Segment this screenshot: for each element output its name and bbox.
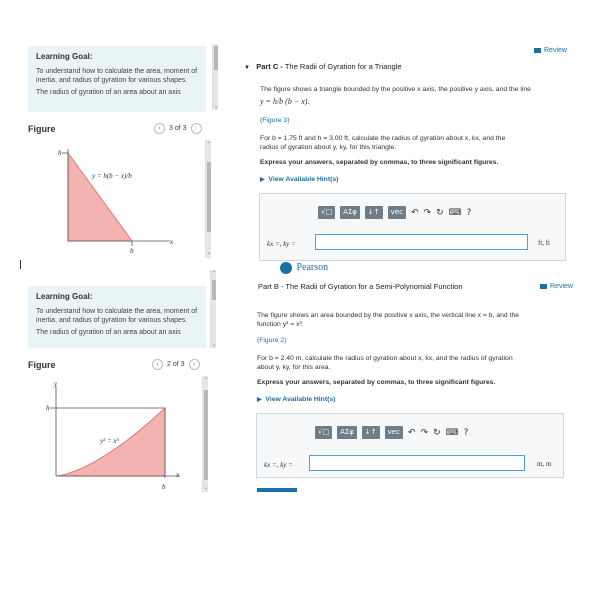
- goal-scroll-thumb[interactable]: [214, 46, 218, 70]
- pager-text: 3 of 3: [169, 125, 187, 132]
- triangle-figure: [50, 143, 190, 258]
- scroll-down-icon[interactable]: ⌄: [203, 485, 209, 491]
- curve-label: y² = x³: [100, 437, 119, 445]
- sort-button[interactable]: ↓↑: [365, 206, 383, 219]
- templates-button[interactable]: √□: [315, 426, 332, 439]
- hint-link[interactable]: [260, 176, 338, 183]
- goal-scrollbar[interactable]: [212, 44, 218, 110]
- scroll-down-icon[interactable]: ⌄: [206, 250, 212, 256]
- answer-input[interactable]: [315, 234, 528, 250]
- figure-label: Figure: [28, 124, 56, 134]
- templates-button[interactable]: √□: [318, 206, 335, 219]
- axis-h-label: h: [58, 149, 62, 157]
- review-link[interactable]: [534, 47, 567, 54]
- pearson-logo: [280, 262, 340, 273]
- description-line-1: The figure shows an area bounded by the positive x axis, the vertical line x = b, and the: [257, 312, 520, 319]
- axis-y-label: y: [54, 380, 58, 388]
- greek-button[interactable]: AΣφ: [340, 206, 360, 219]
- pearson-logo-icon: [280, 262, 292, 274]
- help-icon[interactable]: ?: [463, 427, 469, 438]
- math-toolbar: [315, 426, 468, 439]
- figure-3-link[interactable]: (Figure 3): [260, 117, 290, 124]
- expand-arrow-icon: ▶: [260, 177, 265, 183]
- learning-goal-box: [28, 46, 206, 112]
- learning-goal-title: Learning Goal:: [36, 292, 93, 301]
- semi-polynomial-figure: [40, 378, 190, 490]
- answer-panel: [256, 413, 564, 478]
- text-cursor: [20, 260, 21, 269]
- vec-button[interactable]: vec: [385, 426, 403, 439]
- review-icon: [540, 284, 547, 289]
- figure-pager: [152, 359, 200, 370]
- learning-goal-cut-text: The radius of gyration of an area about an axis: [36, 89, 181, 96]
- hint-text: View Available Hint(s): [268, 176, 339, 183]
- figure-scrollbar[interactable]: [202, 376, 208, 492]
- part-b-header-cut: [258, 282, 478, 292]
- curve-label: y = h(b − x)/b: [92, 172, 132, 180]
- review-icon: [534, 48, 541, 53]
- vec-button[interactable]: vec: [388, 206, 406, 219]
- answer-label: kx =, ky =: [267, 240, 296, 248]
- prev-figure-button[interactable]: ‹: [152, 359, 163, 370]
- keyboard-icon[interactable]: ⌨: [445, 427, 459, 438]
- figure-pager: [154, 123, 202, 134]
- next-figure-button[interactable]: ›: [191, 123, 202, 134]
- question-line-1: For b = 1.75 ft and h = 3.00 ft, calculate the radius of gyration about x, kx, and the: [260, 135, 506, 142]
- undo-icon[interactable]: ↶: [407, 427, 416, 438]
- review-text: Review: [550, 283, 573, 290]
- figure-2-link[interactable]: (Figure 2): [257, 337, 287, 344]
- redo-icon[interactable]: ↷: [423, 207, 432, 218]
- scroll-up-icon[interactable]: ⌃: [203, 378, 209, 384]
- pager-text: 2 of 3: [167, 361, 185, 368]
- answer-input[interactable]: [309, 455, 525, 471]
- answer-panel: [259, 193, 566, 261]
- question-line-2: radius of gyration about y, ky, for this triangle.: [260, 144, 397, 151]
- next-figure-button[interactable]: ›: [189, 359, 200, 370]
- review-link[interactable]: [540, 283, 573, 290]
- axis-b-label: b: [162, 483, 166, 491]
- part-prefix: Part C -: [256, 62, 283, 71]
- axis-b-label: b: [130, 247, 134, 255]
- scroll-up-icon[interactable]: ⌃: [211, 271, 217, 277]
- expand-arrow-icon: ▶: [257, 397, 262, 403]
- scroll-down-icon[interactable]: ⌄: [211, 342, 217, 348]
- help-icon[interactable]: ?: [466, 207, 472, 218]
- figure-label: Figure: [28, 360, 56, 370]
- question-line-2: about y, ky, for this area.: [257, 364, 331, 371]
- axis-x-label: x: [170, 238, 174, 246]
- figure-scrollbar[interactable]: [205, 140, 211, 258]
- undo-icon[interactable]: ↶: [410, 207, 419, 218]
- learning-goal-text: To understand how to calculate the area, moment of inertia, and radius of gyration for various shapes.: [36, 68, 198, 84]
- answer-units: m, m: [537, 460, 552, 468]
- part-c-header[interactable]: [244, 62, 402, 71]
- learning-goal-box: [28, 286, 206, 348]
- pearson-text: Pearson: [296, 262, 329, 273]
- answer-units: ft, ft: [538, 239, 551, 247]
- part-b-title-cut: Part B - The Radii of Gyration for a Semi-Polynomial Function: [258, 282, 463, 291]
- figure-scroll-thumb[interactable]: [207, 162, 211, 232]
- learning-goal-title: Learning Goal:: [36, 52, 93, 61]
- collapse-arrow-icon: ▼: [244, 65, 250, 71]
- answer-label: kx =, ky =: [264, 461, 293, 469]
- hint-link[interactable]: [257, 396, 335, 403]
- instructions: Express your answers, separated by commas, to three significant figures.: [260, 159, 499, 166]
- question-line-1: For b = 2.40 m, calculate the radius of gyration about x, kx, and the radius of gyration: [257, 355, 513, 362]
- math-toolbar: [318, 206, 471, 219]
- redo-icon[interactable]: ↷: [420, 427, 429, 438]
- reset-icon[interactable]: ↻: [436, 207, 444, 218]
- learning-goal-text: To understand how to calculate the area, moment of inertia, and radius of gyration for various shapes.: [36, 308, 198, 324]
- part-equation: y = h/b (b − x).: [260, 97, 310, 106]
- keyboard-icon[interactable]: ⌨: [448, 207, 462, 218]
- scroll-up-icon[interactable]: ⌃: [206, 142, 212, 148]
- learning-goal-cut-text: The radius of gyration of an area about an axis: [36, 329, 181, 336]
- prev-figure-button[interactable]: ‹: [154, 123, 165, 134]
- triangle-area: [68, 153, 132, 241]
- axis-x-label: x: [176, 471, 180, 479]
- description-line-2: function y² = x³.: [257, 321, 304, 328]
- greek-button[interactable]: AΣφ: [337, 426, 357, 439]
- goal-scrollbar[interactable]: [210, 270, 216, 348]
- instructions: Express your answers, separated by commas, to three significant figures.: [257, 379, 496, 386]
- reset-icon[interactable]: ↻: [433, 427, 441, 438]
- sort-button[interactable]: ↓↑: [362, 426, 380, 439]
- goal-scroll-thumb[interactable]: [212, 280, 216, 300]
- part-description: The figure shows a triangle bounded by the positive x axis, the positive y axis, and the line: [260, 86, 531, 93]
- axis-h-label: h: [46, 404, 50, 412]
- part-title: The Radii of Gyration for a Triangle: [284, 62, 402, 71]
- review-text: Review: [544, 47, 567, 54]
- figure-scroll-thumb[interactable]: [204, 390, 208, 480]
- scroll-down-icon[interactable]: ⌄: [213, 104, 219, 110]
- submit-button-edge[interactable]: [257, 488, 297, 492]
- hint-text: View Available Hint(s): [265, 396, 336, 403]
